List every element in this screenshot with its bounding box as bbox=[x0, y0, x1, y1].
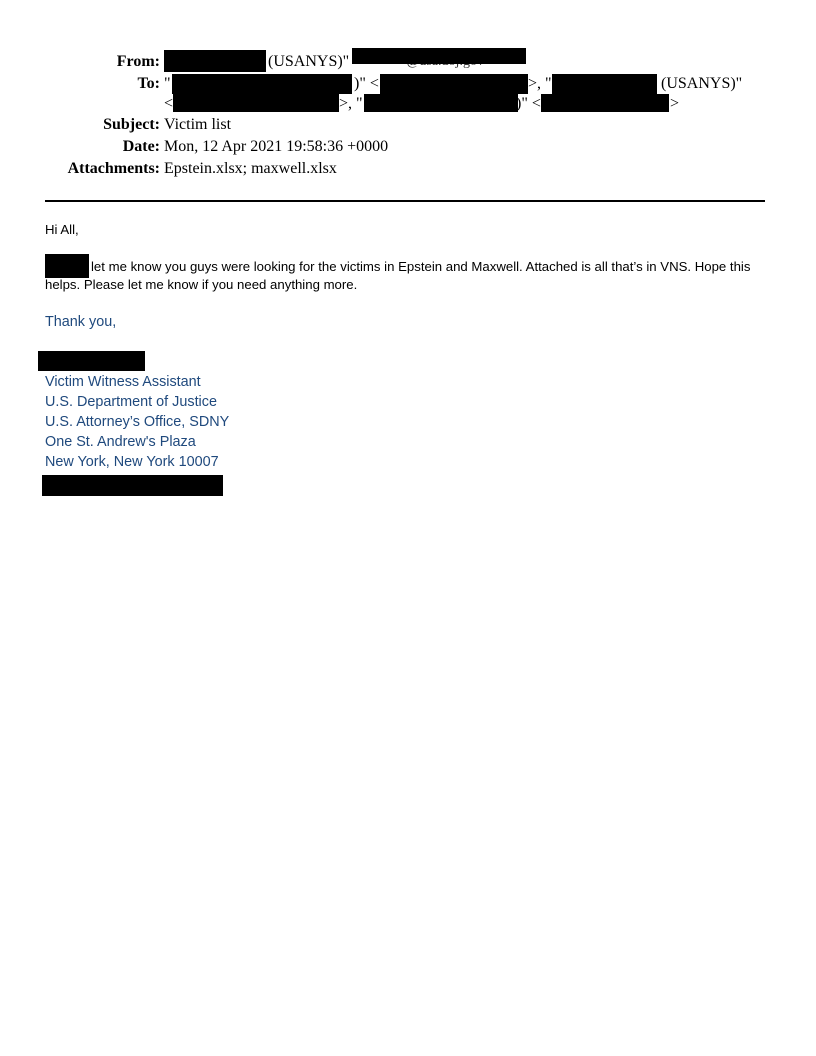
to-sep-3: (USANYS)" bbox=[661, 75, 743, 92]
attachments-row bbox=[0, 159, 816, 179]
to-line2-sep-1: >, " bbox=[339, 95, 363, 112]
to-row bbox=[0, 74, 816, 94]
date-value: Mon, 12 Apr 2021 19:58:36 +0000 bbox=[164, 138, 389, 155]
redacted-recipient-name-2 bbox=[552, 74, 657, 94]
closing: Thank you, bbox=[45, 314, 117, 330]
body-paragraph-line-1: let me know you guys were looking for the victims in Epstein and Maxwell. Attached is all that’s in VNS. Hope this bbox=[91, 259, 751, 274]
redacted-name-in-body bbox=[45, 254, 89, 278]
to-sep-1: )" < bbox=[354, 75, 379, 92]
to-line2-sep-2: )" < bbox=[516, 95, 541, 112]
to-line2-close: > bbox=[670, 95, 680, 112]
redacted-recipient-name-3 bbox=[364, 94, 518, 112]
from-row bbox=[0, 52, 816, 72]
greeting: Hi All, bbox=[45, 222, 79, 237]
header-divider bbox=[45, 200, 765, 202]
from-suffix: (USANYS)" bbox=[268, 53, 350, 70]
signature-title: Victim Witness Assistant bbox=[45, 374, 201, 390]
redacted-sender-name bbox=[164, 50, 266, 72]
redacted-signature-name bbox=[38, 351, 145, 371]
signature-address-line-2: New York, New York 10007 bbox=[45, 454, 219, 470]
to-sep-2: >, " bbox=[528, 75, 552, 92]
date-label: Date: bbox=[122, 138, 160, 155]
attachments-value[interactable]: Epstein.xlsx; maxwell.xlsx bbox=[164, 160, 337, 177]
redacted-signature-contact bbox=[42, 475, 223, 496]
to-row-continued bbox=[0, 94, 816, 114]
signature-department: U.S. Department of Justice bbox=[45, 394, 217, 410]
redacted-recipient-email-3 bbox=[541, 94, 669, 112]
subject-value: Victim list bbox=[164, 116, 232, 133]
body-paragraph-line-2: helps. Please let me know if you need anything more. bbox=[45, 277, 358, 292]
redacted-recipient-name-1 bbox=[172, 74, 352, 94]
to-label: To: bbox=[137, 75, 160, 92]
to-quote-open: " bbox=[164, 75, 171, 92]
redacted-sender-email bbox=[352, 48, 526, 64]
redacted-recipient-email-2 bbox=[173, 94, 339, 112]
from-label: From: bbox=[116, 53, 160, 70]
date-row bbox=[0, 137, 816, 157]
signature-address-line-1: One St. Andrew's Plaza bbox=[45, 434, 196, 450]
to-line2-open: < bbox=[164, 95, 174, 112]
attachments-label: Attachments: bbox=[67, 160, 160, 177]
redacted-recipient-email-1 bbox=[380, 74, 528, 94]
signature-office: U.S. Attorney’s Office, SDNY bbox=[45, 414, 230, 430]
subject-label: Subject: bbox=[103, 116, 160, 133]
subject-row bbox=[0, 115, 816, 135]
